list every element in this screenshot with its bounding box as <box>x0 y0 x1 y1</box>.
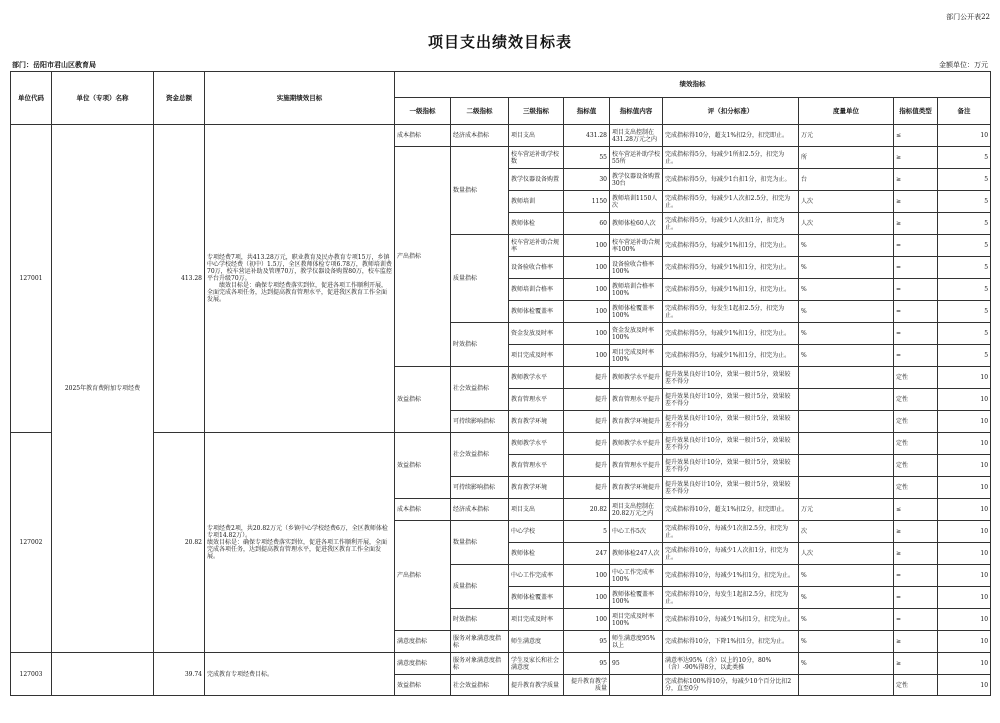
cell-level2: 可持续影响指标 <box>451 477 509 499</box>
cell-remark: 10 <box>938 631 991 653</box>
header-value-type: 指标值类型 <box>894 98 938 125</box>
table-body <box>11 125 991 696</box>
cell-value-type: = <box>894 279 938 301</box>
cell-scoring: 完成指标100%得10分，每减少10个百分比扣2分，直至0分 <box>663 675 799 696</box>
cell-value-type: ≥ <box>894 653 938 675</box>
cell-level3: 教育教学环境 <box>509 411 564 433</box>
cell-value: 100 <box>564 323 610 345</box>
cell-scoring: 完成指标得5分，每减少1人次扣2.5分，扣完为止。 <box>663 191 799 213</box>
cell-level1: 成本指标 <box>395 499 451 521</box>
cell-level3: 学生及家长和社会满意度 <box>509 653 564 675</box>
cell-content: 教师培训1150人次 <box>610 191 663 213</box>
cell-scoring: 提升效果良好计10分，效果一般计5分，效果较差不得分 <box>663 367 799 389</box>
cell-value-type: = <box>894 565 938 587</box>
cell-value-type: 定性 <box>894 433 938 455</box>
cell-scoring: 完成指标得5分，每减少1台扣1分，扣完为止。 <box>663 169 799 191</box>
cell-measure-unit <box>799 477 894 499</box>
cell-content: 校车营运补助合规率100% <box>610 235 663 257</box>
cell-value: 1150 <box>564 191 610 213</box>
cell-measure-unit: % <box>799 235 894 257</box>
cell-value: 100 <box>564 345 610 367</box>
cell-level3: 教育教学环境 <box>509 477 564 499</box>
total-funds-cell: 413.28 <box>154 125 205 433</box>
cell-level2: 数量指标 <box>451 521 509 565</box>
cell-scoring: 完成指标得10分，每减少1%扣1分，扣完为止。 <box>663 609 799 631</box>
cell-level3: 校车营运补助合规率 <box>509 235 564 257</box>
cell-remark: 10 <box>938 675 991 696</box>
cell-value: 100 <box>564 279 610 301</box>
cell-measure-unit: % <box>799 587 894 609</box>
cell-measure-unit: 次 <box>799 521 894 543</box>
cell-value: 提升 <box>564 367 610 389</box>
cell-measure-unit: % <box>799 279 894 301</box>
cell-level1: 满意度指标 <box>395 631 451 653</box>
cell-scoring: 完成指标得5分，每减少1人次扣1分，扣完为止。 <box>663 213 799 235</box>
cell-level3: 教师体检覆盖率 <box>509 587 564 609</box>
goal-cell: 专项经费2项，共20.82万元（乡镇中心学校经费6万，全区教师体检专项14.82万）。 绩效目标是：确保专项经费落实到位，促进各项工作顺利开展，全面完成各项任务，达到提高教育管理水平，促进我区教育工作全面发展。 <box>205 433 395 653</box>
cell-scoring: 完成指标得10分，每发生1起扣2.5分，扣完为止。 <box>663 587 799 609</box>
cell-remark: 5 <box>938 191 991 213</box>
cell-level3: 教师体检 <box>509 543 564 565</box>
page-number: 部门公开表22 <box>946 13 990 21</box>
cell-value: 提升教育教学质量 <box>564 675 610 696</box>
cell-scoring: 完成指标得5分，每减少1%扣1分，扣完为止。 <box>663 323 799 345</box>
cell-measure-unit: 万元 <box>799 125 894 147</box>
total-funds-cell: 39.74 <box>154 653 205 696</box>
cell-value: 100 <box>564 565 610 587</box>
goal-cell: 专项经费7项，共413.28万元，职业教育及民办教育专项15万，乡镇中心学校经费（初中）1.5万，全区教师体检专项6.78万，教师培训费70万，校车营运补助及管理70万，教学仪器设备购置80万，校车监控平台升级70万。 绩效目标是：确保专项经费落实到位，促进各项工作顺利开展，全面完成各项任务，达到提高教育管理水平，促进我区教育工作全面发展。 <box>205 125 395 433</box>
cell-scoring: 提升效果良好计10分，效果一般计5分，效果较差不得分 <box>663 433 799 455</box>
cell-value-type: ≥ <box>894 543 938 565</box>
cell-content: 项目完成及时率100% <box>610 609 663 631</box>
cell-level3: 资金发放及时率 <box>509 323 564 345</box>
cell-measure-unit: % <box>799 631 894 653</box>
cell-remark: 5 <box>938 147 991 169</box>
cell-remark: 10 <box>938 609 991 631</box>
cell-value: 提升 <box>564 433 610 455</box>
header-level1: 一级指标 <box>395 98 451 125</box>
cell-value: 95 <box>564 653 610 675</box>
page-title: 项目支出绩效目标表 <box>427 33 572 51</box>
table-row <box>11 653 991 675</box>
cell-level2: 经济成本指标 <box>451 499 509 521</box>
cell-level2: 社会效益指标 <box>451 433 509 477</box>
cell-content: 师生满意度95%以上 <box>610 631 663 653</box>
header-level2: 二级指标 <box>451 98 509 125</box>
cell-level3: 教育管理水平 <box>509 389 564 411</box>
cell-value-type: 定性 <box>894 367 938 389</box>
cell-level3: 师生满意度 <box>509 631 564 653</box>
cell-level3: 教学仪器设备购置 <box>509 169 564 191</box>
cell-scoring: 提升效果良好计10分，效果一般计5分，效果较差不得分 <box>663 455 799 477</box>
cell-measure-unit: 所 <box>799 147 894 169</box>
cell-remark: 10 <box>938 499 991 521</box>
cell-value-type: 定性 <box>894 675 938 696</box>
cell-level2: 社会效益指标 <box>451 675 509 696</box>
cell-scoring: 完成指标得10分，下降1%扣1分，扣完为止。 <box>663 631 799 653</box>
cell-level1: 效益指标 <box>395 433 451 499</box>
cell-value: 30 <box>564 169 610 191</box>
cell-level2: 服务对象满意度指标 <box>451 653 509 675</box>
project-name-cell: 2025年教育费附加专项经费 <box>52 125 154 653</box>
cell-scoring: 完成指标得10分，超支1%扣2分，扣完即止。 <box>663 125 799 147</box>
cell-level2: 时效指标 <box>451 609 509 631</box>
cell-value-type: = <box>894 587 938 609</box>
cell-level3: 项目完成及时率 <box>509 345 564 367</box>
cell-measure-unit: % <box>799 301 894 323</box>
cell-content: 教学仪器设备购置30台 <box>610 169 663 191</box>
cell-level3: 项目支出 <box>509 499 564 521</box>
cell-content: 教师体检247人次 <box>610 543 663 565</box>
cell-scoring: 完成指标得5分，每减少1%扣1分，扣完为止。 <box>663 345 799 367</box>
cell-remark: 5 <box>938 235 991 257</box>
cell-scoring: 完成指标得10分，每减少1次扣2.5分，扣完为止。 <box>663 521 799 543</box>
cell-scoring: 完成指标得5分，每减少1%扣1分，扣完为止。 <box>663 235 799 257</box>
cell-scoring: 完成指标得10分，每减少1人次扣1分，扣完为止。 <box>663 543 799 565</box>
header-unit-code: 单位代码 <box>11 72 52 125</box>
cell-level2: 时效指标 <box>451 323 509 367</box>
cell-remark: 5 <box>938 345 991 367</box>
cell-measure-unit <box>799 367 894 389</box>
cell-value-type: 定性 <box>894 389 938 411</box>
header-level3: 三级指标 <box>509 98 564 125</box>
cell-measure-unit: % <box>799 323 894 345</box>
cell-level1: 产出指标 <box>395 521 451 631</box>
cell-content: 教师教学水平提升 <box>610 433 663 455</box>
header-remark: 备注 <box>938 98 991 125</box>
total-funds-cell: 20.82 <box>154 433 205 653</box>
cell-level1: 满意度指标 <box>395 653 451 675</box>
cell-level3: 中心学校 <box>509 521 564 543</box>
cell-level1: 成本指标 <box>395 125 451 147</box>
header-value: 指标值 <box>564 98 610 125</box>
cell-level3: 中心工作完成率 <box>509 565 564 587</box>
cell-measure-unit: % <box>799 653 894 675</box>
cell-value-type: ≥ <box>894 631 938 653</box>
cell-value: 提升 <box>564 477 610 499</box>
header-unit-name: 单位（专项）名称 <box>52 72 154 125</box>
cell-remark: 5 <box>938 301 991 323</box>
unit-code-cell: 127001 <box>11 125 52 433</box>
cell-remark: 10 <box>938 565 991 587</box>
header-scoring: 评（扣分标准） <box>663 98 799 125</box>
performance-table <box>10 71 991 696</box>
cell-level1: 产出指标 <box>395 147 451 367</box>
cell-value: 100 <box>564 257 610 279</box>
cell-remark: 10 <box>938 477 991 499</box>
cell-value-type: ≤ <box>894 499 938 521</box>
cell-measure-unit: % <box>799 609 894 631</box>
cell-measure-unit: % <box>799 257 894 279</box>
cell-remark: 5 <box>938 213 991 235</box>
cell-scoring: 完成指标得5分，每减少1%扣1分，扣完为止。 <box>663 257 799 279</box>
cell-value: 55 <box>564 147 610 169</box>
project-name-cell <box>52 653 154 696</box>
table-row <box>11 125 991 147</box>
cell-level2: 服务对象满意度指标 <box>451 631 509 653</box>
cell-measure-unit: 人次 <box>799 543 894 565</box>
cell-remark: 5 <box>938 169 991 191</box>
cell-measure-unit: % <box>799 565 894 587</box>
cell-measure-unit <box>799 389 894 411</box>
cell-value: 提升 <box>564 389 610 411</box>
cell-remark: 10 <box>938 543 991 565</box>
cell-value-type: = <box>894 323 938 345</box>
cell-scoring: 提升效果良好计10分，效果一般计5分，效果较差不得分 <box>663 477 799 499</box>
header-indicators: 绩效指标 <box>395 72 991 98</box>
cell-scoring: 满意率达95%（含）以上的10分，80%（含）-90%得8分，以此类推 <box>663 653 799 675</box>
cell-remark: 10 <box>938 411 991 433</box>
cell-scoring: 提升效果良好计10分，效果一般计5分，效果较差不得分 <box>663 411 799 433</box>
cell-content: 设备验收合格率100% <box>610 257 663 279</box>
department-label: 部门：岳阳市君山区教育局 <box>12 60 96 69</box>
cell-value: 431.28 <box>564 125 610 147</box>
cell-level3: 教师教学水平 <box>509 367 564 389</box>
cell-remark: 10 <box>938 125 991 147</box>
cell-remark: 10 <box>938 653 991 675</box>
cell-scoring: 完成指标得10分，超支1%扣2分，扣完即止。 <box>663 499 799 521</box>
cell-content: 教师体检覆盖率100% <box>610 587 663 609</box>
cell-level2: 社会效益指标 <box>451 367 509 411</box>
cell-remark: 10 <box>938 587 991 609</box>
unit-code-cell: 127002 <box>11 433 52 653</box>
cell-scoring: 提升效果良好计10分，效果一般计5分，效果较差不得分 <box>663 389 799 411</box>
cell-measure-unit <box>799 455 894 477</box>
cell-level3: 教师培训合格率 <box>509 279 564 301</box>
cell-content: 项目完成及时率100% <box>610 345 663 367</box>
cell-content: 中心工作完成率100% <box>610 565 663 587</box>
cell-level3: 教师教学水平 <box>509 433 564 455</box>
cell-content: 教育管理水平提升 <box>610 389 663 411</box>
cell-level3: 项目完成及时率 <box>509 609 564 631</box>
cell-content: 教育教学环境提升 <box>610 477 663 499</box>
cell-value-type: ≥ <box>894 169 938 191</box>
cell-value-type: 定性 <box>894 455 938 477</box>
cell-content: 项目支出控制在431.28万元之内 <box>610 125 663 147</box>
cell-value: 提升 <box>564 411 610 433</box>
cell-value: 100 <box>564 587 610 609</box>
cell-value-type: = <box>894 609 938 631</box>
cell-scoring: 完成指标得5分，每发生1起扣2.5分，扣完为止。 <box>663 301 799 323</box>
cell-remark: 10 <box>938 455 991 477</box>
unit-code-cell: 127003 <box>11 653 52 696</box>
cell-remark: 5 <box>938 279 991 301</box>
cell-content: 95 <box>610 653 663 675</box>
cell-value: 100 <box>564 235 610 257</box>
cell-content: 教师体检60人次 <box>610 213 663 235</box>
cell-value: 5 <box>564 521 610 543</box>
cell-measure-unit: 人次 <box>799 191 894 213</box>
header-total-funds: 资金总额 <box>154 72 205 125</box>
cell-level2: 经济成本指标 <box>451 125 509 147</box>
cell-value: 60 <box>564 213 610 235</box>
cell-value-type: = <box>894 257 938 279</box>
cell-value-type: = <box>894 235 938 257</box>
cell-remark: 5 <box>938 323 991 345</box>
cell-remark: 10 <box>938 433 991 455</box>
cell-scoring: 完成指标得5分，每减少1%扣1分，扣完为止。 <box>663 279 799 301</box>
cell-content: 教育教学环境提升 <box>610 411 663 433</box>
cell-value: 95 <box>564 631 610 653</box>
cell-level2: 质量指标 <box>451 565 509 609</box>
cell-value-type: = <box>894 301 938 323</box>
cell-measure-unit <box>799 411 894 433</box>
cell-content: 项目支出控制在20.82万元之内 <box>610 499 663 521</box>
cell-level3: 项目支出 <box>509 125 564 147</box>
cell-content <box>610 675 663 696</box>
header-goal: 实施期绩效目标 <box>205 72 395 125</box>
cell-content: 中心工作5次 <box>610 521 663 543</box>
table-row <box>11 433 991 455</box>
cell-value: 20.82 <box>564 499 610 521</box>
cell-content: 教师体检覆盖率100% <box>610 301 663 323</box>
cell-measure-unit <box>799 433 894 455</box>
cell-value-type: = <box>894 345 938 367</box>
cell-value-type: ≥ <box>894 521 938 543</box>
cell-value-type: ≥ <box>894 213 938 235</box>
header-content: 指标值内容 <box>610 98 663 125</box>
cell-remark: 10 <box>938 367 991 389</box>
cell-level1: 效益指标 <box>395 675 451 696</box>
cell-value-type: ≤ <box>894 125 938 147</box>
cell-level3: 提升教育教学质量 <box>509 675 564 696</box>
cell-content: 资金发放及时率100% <box>610 323 663 345</box>
cell-remark: 5 <box>938 257 991 279</box>
cell-measure-unit: 万元 <box>799 499 894 521</box>
cell-content: 教育管理水平提升 <box>610 455 663 477</box>
cell-value: 247 <box>564 543 610 565</box>
cell-measure-unit: % <box>799 345 894 367</box>
cell-level2: 质量指标 <box>451 235 509 323</box>
cell-measure-unit <box>799 675 894 696</box>
cell-value: 100 <box>564 301 610 323</box>
cell-measure-unit: 台 <box>799 169 894 191</box>
cell-scoring: 完成指标得10分，每减少1%扣1分，扣完为止。 <box>663 565 799 587</box>
goal-cell: 完成教育专项经费目标。 <box>205 653 395 696</box>
cell-value-type: ≥ <box>894 191 938 213</box>
amount-unit-label: 金额单位：万元 <box>939 61 988 69</box>
cell-level3: 校车营运补助学校数 <box>509 147 564 169</box>
header-measure-unit: 度量单位 <box>799 98 894 125</box>
cell-level2: 数量指标 <box>451 147 509 235</box>
cell-content: 教师教学水平提升 <box>610 367 663 389</box>
cell-value: 提升 <box>564 455 610 477</box>
cell-value-type: 定性 <box>894 477 938 499</box>
cell-measure-unit: 人次 <box>799 213 894 235</box>
cell-value-type: ≥ <box>894 147 938 169</box>
cell-level1: 效益指标 <box>395 367 451 433</box>
cell-level3: 教师培训 <box>509 191 564 213</box>
cell-level3: 教师体检 <box>509 213 564 235</box>
cell-remark: 10 <box>938 389 991 411</box>
cell-level2: 可持续影响指标 <box>451 411 509 433</box>
cell-remark: 10 <box>938 521 991 543</box>
cell-level3: 教育管理水平 <box>509 455 564 477</box>
cell-value-type: 定性 <box>894 411 938 433</box>
cell-level3: 设备验收合格率 <box>509 257 564 279</box>
cell-level3: 教师体检覆盖率 <box>509 301 564 323</box>
cell-content: 教师培训合格率100% <box>610 279 663 301</box>
cell-scoring: 完成指标得5分，每减少1所扣2.5分，扣完为止。 <box>663 147 799 169</box>
cell-content: 校车营运补助学校55所 <box>610 147 663 169</box>
cell-value: 100 <box>564 609 610 631</box>
